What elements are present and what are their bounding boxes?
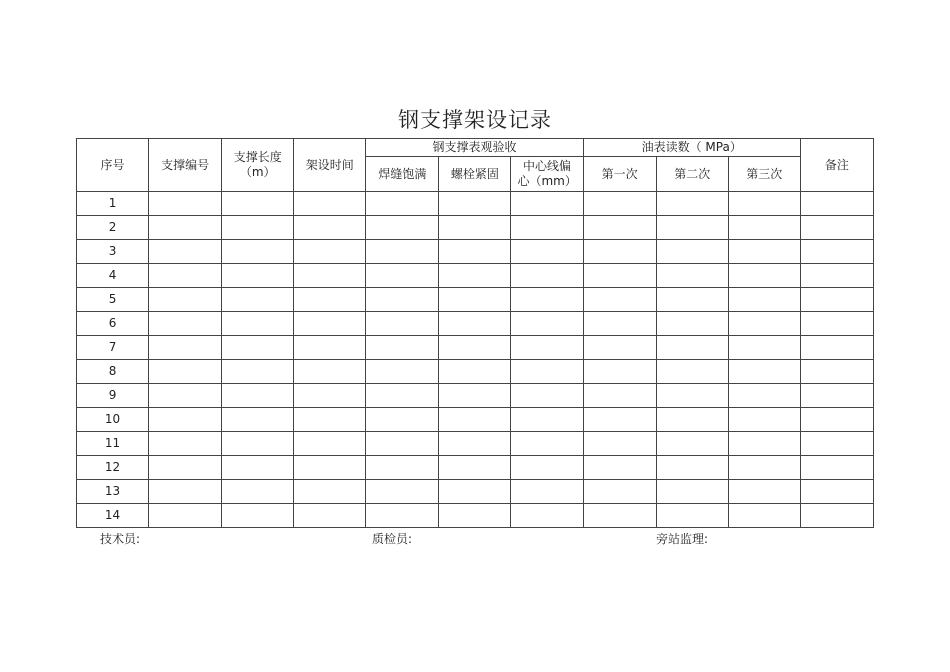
entry-cell[interactable] <box>511 264 583 288</box>
header-offset: 中心线偏心（mm） <box>511 157 583 192</box>
entry-cell[interactable] <box>583 504 656 528</box>
entry-cell[interactable] <box>728 480 800 504</box>
entry-cell[interactable] <box>366 192 439 216</box>
entry-cell[interactable] <box>149 504 222 528</box>
entry-cell[interactable] <box>800 456 873 480</box>
header-gauge-group: 油表读数（ MPa） <box>583 139 800 157</box>
entry-cell[interactable] <box>511 480 583 504</box>
entry-cell[interactable] <box>728 312 800 336</box>
entry-cell[interactable] <box>583 432 656 456</box>
entry-cell[interactable] <box>583 216 656 240</box>
table-row <box>77 216 874 240</box>
entry-cell[interactable] <box>222 192 294 216</box>
inspector-label: 质检员: <box>372 532 413 546</box>
entry-cell[interactable] <box>294 312 366 336</box>
entry-cell[interactable] <box>439 384 511 408</box>
entry-cell[interactable] <box>511 240 583 264</box>
table-row <box>77 384 874 408</box>
entry-cell[interactable] <box>511 432 583 456</box>
entry-cell[interactable] <box>511 336 583 360</box>
table-row <box>77 312 874 336</box>
entry-cell[interactable] <box>728 192 800 216</box>
technician-label: 技术员: <box>100 532 141 546</box>
entry-cell[interactable] <box>149 408 222 432</box>
table-row <box>77 288 874 312</box>
row-seq-cell: 11 <box>77 432 149 456</box>
entry-cell[interactable] <box>439 432 511 456</box>
entry-cell[interactable] <box>222 408 294 432</box>
entry-cell[interactable] <box>366 432 439 456</box>
header-length: 支撑长度（m） <box>222 139 294 192</box>
table-row <box>77 336 874 360</box>
header-first: 第一次 <box>583 157 656 192</box>
entry-cell[interactable] <box>656 312 728 336</box>
entry-cell[interactable] <box>800 288 873 312</box>
entry-cell[interactable] <box>366 264 439 288</box>
entry-cell[interactable] <box>294 216 366 240</box>
entry-cell[interactable] <box>222 456 294 480</box>
entry-cell[interactable] <box>222 264 294 288</box>
entry-cell[interactable] <box>583 456 656 480</box>
row-seq-cell: 9 <box>77 384 149 408</box>
entry-cell[interactable] <box>656 240 728 264</box>
entry-cell[interactable] <box>439 240 511 264</box>
entry-cell[interactable] <box>800 480 873 504</box>
header-third: 第三次 <box>728 157 800 192</box>
entry-cell[interactable] <box>511 312 583 336</box>
entry-cell[interactable] <box>222 216 294 240</box>
entry-cell[interactable] <box>294 384 366 408</box>
row-seq-cell: 4 <box>77 264 149 288</box>
table-row <box>77 432 874 456</box>
entry-cell[interactable] <box>439 504 511 528</box>
entry-cell[interactable] <box>656 384 728 408</box>
entry-cell[interactable] <box>366 312 439 336</box>
table-row <box>77 408 874 432</box>
entry-cell[interactable] <box>149 240 222 264</box>
entry-cell[interactable] <box>656 360 728 384</box>
row-seq-cell: 10 <box>77 408 149 432</box>
entry-cell[interactable] <box>366 480 439 504</box>
row-seq-cell: 14 <box>77 504 149 528</box>
row-seq-cell: 12 <box>77 456 149 480</box>
entry-cell[interactable] <box>294 504 366 528</box>
entry-cell[interactable] <box>149 360 222 384</box>
entry-cell[interactable] <box>366 288 439 312</box>
entry-cell[interactable] <box>222 480 294 504</box>
header-seq: 序号 <box>77 139 149 192</box>
entry-cell[interactable] <box>583 264 656 288</box>
entry-cell[interactable] <box>222 360 294 384</box>
row-seq-cell: 7 <box>77 336 149 360</box>
entry-cell[interactable] <box>294 480 366 504</box>
entry-cell[interactable] <box>366 504 439 528</box>
entry-cell[interactable] <box>149 456 222 480</box>
entry-cell[interactable] <box>366 216 439 240</box>
entry-cell[interactable] <box>656 192 728 216</box>
entry-cell[interactable] <box>583 288 656 312</box>
header-brace-no: 支撑编号 <box>149 139 222 192</box>
table-row <box>77 480 874 504</box>
entry-cell[interactable] <box>800 264 873 288</box>
entry-cell[interactable] <box>728 264 800 288</box>
entry-cell[interactable] <box>439 264 511 288</box>
entry-cell[interactable] <box>656 408 728 432</box>
entry-cell[interactable] <box>800 192 873 216</box>
entry-cell[interactable] <box>583 312 656 336</box>
entry-cell[interactable] <box>511 504 583 528</box>
header-weld: 焊缝饱满 <box>366 157 439 192</box>
entry-cell[interactable] <box>583 336 656 360</box>
header-remarks: 备注 <box>800 139 873 192</box>
entry-cell[interactable] <box>656 456 728 480</box>
steel-brace-record-table <box>76 138 874 528</box>
entry-cell[interactable] <box>728 504 800 528</box>
table-row <box>77 504 874 528</box>
table-row <box>77 192 874 216</box>
entry-cell[interactable] <box>439 456 511 480</box>
entry-cell[interactable] <box>656 216 728 240</box>
entry-cell[interactable] <box>511 456 583 480</box>
entry-cell[interactable] <box>439 288 511 312</box>
entry-cell[interactable] <box>366 240 439 264</box>
entry-cell[interactable] <box>294 336 366 360</box>
entry-cell[interactable] <box>800 216 873 240</box>
entry-cell[interactable] <box>149 192 222 216</box>
entry-cell[interactable] <box>656 504 728 528</box>
entry-cell[interactable] <box>728 360 800 384</box>
entry-cell[interactable] <box>800 336 873 360</box>
entry-cell[interactable] <box>728 240 800 264</box>
table-row <box>77 456 874 480</box>
entry-cell[interactable] <box>800 240 873 264</box>
entry-cell[interactable] <box>800 360 873 384</box>
entry-cell[interactable] <box>583 480 656 504</box>
entry-cell[interactable] <box>366 336 439 360</box>
header-second: 第二次 <box>656 157 728 192</box>
entry-cell[interactable] <box>656 336 728 360</box>
entry-cell[interactable] <box>439 312 511 336</box>
entry-cell[interactable] <box>222 288 294 312</box>
entry-cell[interactable] <box>800 504 873 528</box>
supervisor-label: 旁站监理: <box>656 532 709 546</box>
entry-cell[interactable] <box>439 408 511 432</box>
entry-cell[interactable] <box>728 336 800 360</box>
entry-cell[interactable] <box>366 456 439 480</box>
entry-cell[interactable] <box>800 384 873 408</box>
entry-cell[interactable] <box>222 240 294 264</box>
entry-cell[interactable] <box>294 288 366 312</box>
row-seq-cell: 2 <box>77 216 149 240</box>
entry-cell[interactable] <box>800 312 873 336</box>
entry-cell[interactable] <box>583 192 656 216</box>
entry-cell[interactable] <box>728 384 800 408</box>
entry-cell[interactable] <box>583 240 656 264</box>
entry-cell[interactable] <box>656 432 728 456</box>
entry-cell[interactable] <box>294 408 366 432</box>
page-title: 钢支撑架设记录 <box>398 108 552 132</box>
entry-cell[interactable] <box>222 384 294 408</box>
entry-cell[interactable] <box>222 432 294 456</box>
table-row <box>77 240 874 264</box>
entry-cell[interactable] <box>149 384 222 408</box>
entry-cell[interactable] <box>222 312 294 336</box>
entry-cell[interactable] <box>149 288 222 312</box>
entry-cell[interactable] <box>439 480 511 504</box>
entry-cell[interactable] <box>728 432 800 456</box>
entry-cell[interactable] <box>149 312 222 336</box>
entry-cell[interactable] <box>583 408 656 432</box>
entry-cell[interactable] <box>511 216 583 240</box>
entry-cell[interactable] <box>439 192 511 216</box>
entry-cell[interactable] <box>439 336 511 360</box>
entry-cell[interactable] <box>656 288 728 312</box>
entry-cell[interactable] <box>222 504 294 528</box>
entry-cell[interactable] <box>656 264 728 288</box>
entry-cell[interactable] <box>439 360 511 384</box>
entry-cell[interactable] <box>222 336 294 360</box>
header-inspection-group: 钢支撑表观验收 <box>366 139 583 157</box>
entry-cell[interactable] <box>366 360 439 384</box>
entry-cell[interactable] <box>294 240 366 264</box>
entry-cell[interactable] <box>800 408 873 432</box>
entry-cell[interactable] <box>294 360 366 384</box>
entry-cell[interactable] <box>511 408 583 432</box>
table-row <box>77 264 874 288</box>
entry-cell[interactable] <box>583 384 656 408</box>
entry-cell[interactable] <box>294 192 366 216</box>
entry-cell[interactable] <box>511 384 583 408</box>
header-bolt: 螺栓紧固 <box>439 157 511 192</box>
entry-cell[interactable] <box>728 408 800 432</box>
entry-cell[interactable] <box>149 264 222 288</box>
entry-cell[interactable] <box>800 432 873 456</box>
entry-cell[interactable] <box>366 384 439 408</box>
entry-cell[interactable] <box>728 216 800 240</box>
header-row-1 <box>77 139 874 157</box>
entry-cell[interactable] <box>149 480 222 504</box>
table-row <box>77 360 874 384</box>
entry-cell[interactable] <box>149 432 222 456</box>
row-seq-cell: 1 <box>77 192 149 216</box>
entry-cell[interactable] <box>294 264 366 288</box>
row-seq-cell: 5 <box>77 288 149 312</box>
entry-cell[interactable] <box>294 432 366 456</box>
row-seq-cell: 6 <box>77 312 149 336</box>
entry-cell[interactable] <box>511 360 583 384</box>
entry-cell[interactable] <box>149 216 222 240</box>
header-install-time: 架设时间 <box>294 139 366 192</box>
entry-cell[interactable] <box>728 288 800 312</box>
entry-cell[interactable] <box>294 456 366 480</box>
entry-cell[interactable] <box>728 456 800 480</box>
entry-cell[interactable] <box>149 336 222 360</box>
row-seq-cell: 8 <box>77 360 149 384</box>
entry-cell[interactable] <box>656 480 728 504</box>
entry-cell[interactable] <box>366 408 439 432</box>
entry-cell[interactable] <box>439 216 511 240</box>
row-seq-cell: 13 <box>77 480 149 504</box>
entry-cell[interactable] <box>583 360 656 384</box>
row-seq-cell: 3 <box>77 240 149 264</box>
entry-cell[interactable] <box>511 192 583 216</box>
entry-cell[interactable] <box>511 288 583 312</box>
